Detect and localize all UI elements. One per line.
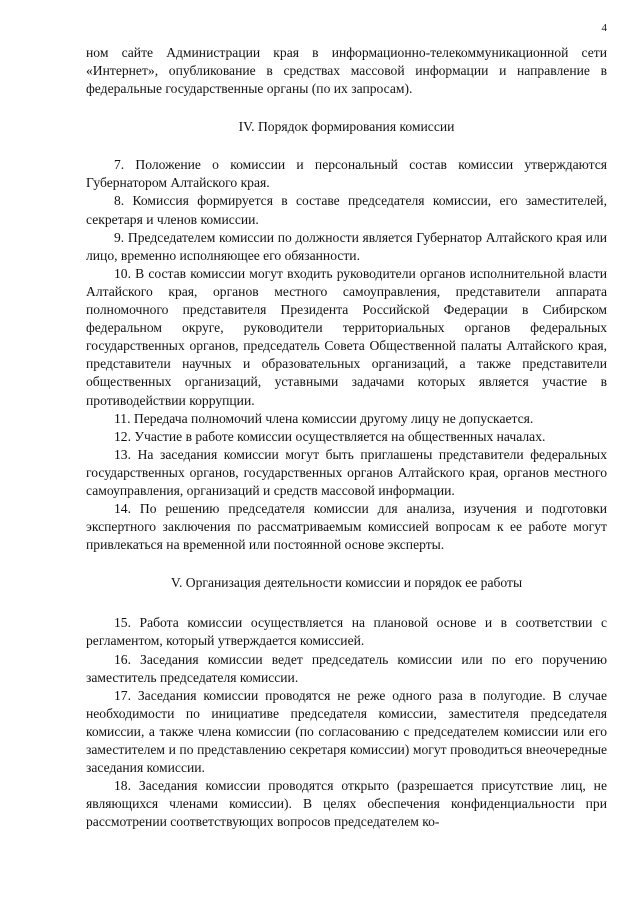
paragraph-12: 12. Участие в работе комиссии осуществляется на общественных началах. <box>114 428 546 444</box>
paragraph-11: 11. Передача полномочий члена комиссии другому лицу не допускается. <box>114 410 534 426</box>
paragraph-17: 17. Заседания комиссии проводятся не реже одного раза в полугодие. В случае необходимости по инициативе председателя комиссии, заместителя председателя комиссии, а также члена комиссии (по согласованию с председателем комиссии или его заместителем и по представлению секретаря комиссии) могут проводиться внеочередные заседания комиссии. <box>86 687 607 776</box>
paragraph-18: 18. Заседания комиссии проводятся открыто (разрешается присутствие лиц, не являющихся членами комиссии). В целях обеспечения конфиденциальности при рассмотрении соответствующих вопросов председателем ко- <box>86 778 607 830</box>
intro-paragraph: ном сайте Администрации края в информационно-телекоммуникационной сети «Интернет», опубликование в средствах массовой информации и направление в федеральные государственные органы (по их запросам). <box>86 45 607 97</box>
section-5-heading: V. Организация деятельности комиссии и порядок ее работы <box>170 575 523 591</box>
paragraph-7: 7. Положение о комиссии и персональный состав комиссии утверждаются Губернатором Алтайского края. <box>86 157 607 191</box>
document-body <box>86 44 607 831</box>
page-number: 4 <box>601 22 607 34</box>
paragraph-9: 9. Председателем комиссии по должности является Губернатор Алтайского края или лицо, временно исполняющее его обязанности. <box>86 229 607 263</box>
paragraph-15: 15. Работа комиссии осуществляется на плановой основе и в соответствии с регламентом, который утверждается комиссией. <box>86 615 607 649</box>
paragraph-16: 16. Заседания комиссии ведет председатель комиссии или по его поручению заместитель председателя комиссии. <box>86 651 607 685</box>
paragraph-10: 10. В состав комиссии могут входить руководители органов исполнительной власти Алтайского края, органов местного самоуправления, представители аппарата полномочного представителя Президента Российской Федерации в Сибирском федеральном округе, руководители территориальных органов федеральных государственных органов, председатель Совета Общественной палаты Алтайского края, представители научных и образовательных организаций, а также представители общественных организаций, уставными задачами которых является участие в противодействии коррупции. <box>86 265 607 408</box>
section-4-heading: IV. Порядок формирования комиссии <box>238 119 455 135</box>
paragraph-8: 8. Комиссия формируется в составе председателя комиссии, его заместителей, секретаря и членов комиссии. <box>86 193 607 227</box>
paragraph-13: 13. На заседания комиссии могут быть приглашены представители федеральных государственных органов, государственных органов Алтайского края, органов местного самоуправления, организаций и средств массовой информации. <box>86 446 607 498</box>
paragraph-14: 14. По решению председателя комиссии для анализа, изучения и подготовки экспертного заключения по рассматриваемым комиссией вопросам к ее работе могут привлекаться на временной или постоянной основе эксперты. <box>86 501 607 553</box>
